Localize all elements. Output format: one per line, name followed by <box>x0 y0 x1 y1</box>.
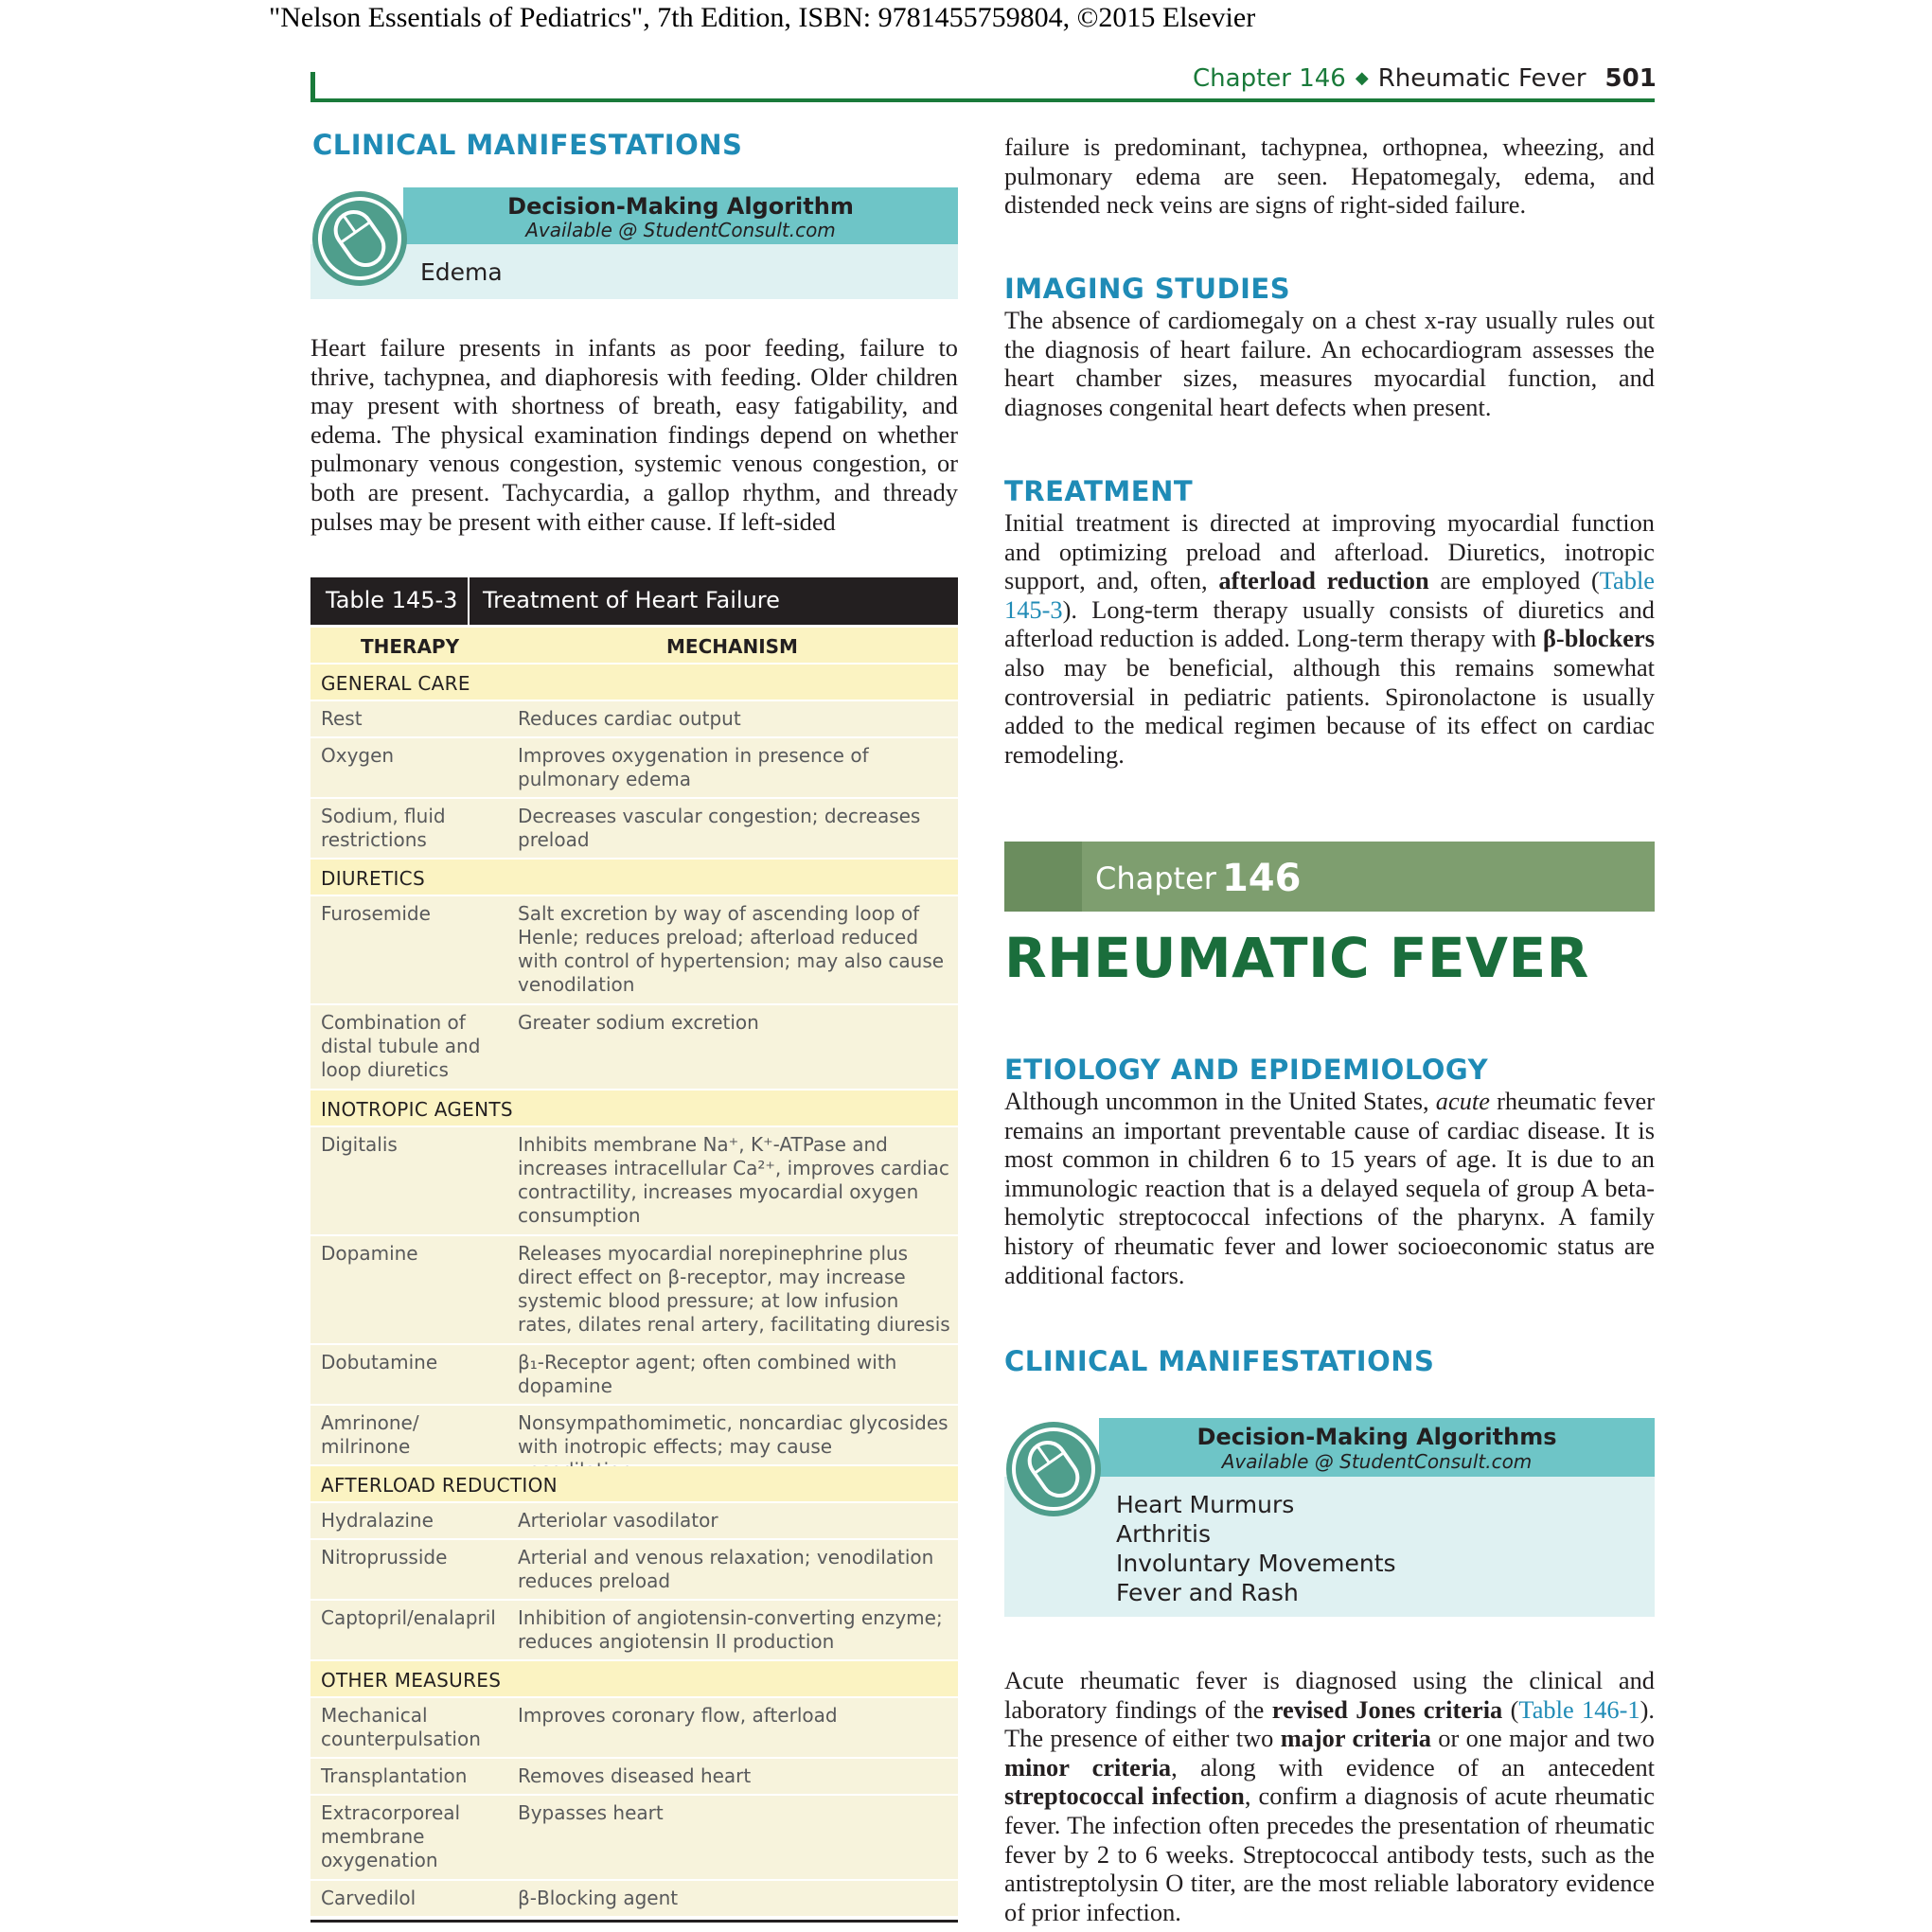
algorithm-availability: Available @ StudentConsult.com <box>525 219 836 241</box>
algorithm-box-edema <box>310 187 958 299</box>
column-header-mechanism: MECHANISM <box>666 635 798 658</box>
table-row <box>310 799 958 860</box>
table-cell-mechanism: Improves coronary flow, afterload <box>518 1704 838 1727</box>
table-section-label: AFTERLOAD REDUCTION <box>321 1474 558 1497</box>
algorithm-availability: Available @ StudentConsult.com <box>1221 1450 1533 1473</box>
heading-clinical-manifestations: CLINICAL MANIFESTATIONS <box>312 129 743 161</box>
table-cell-mechanism: Bypasses heart <box>518 1801 664 1824</box>
table-section-row <box>310 1466 958 1503</box>
treatment-bold-afterload: afterload reduction <box>1218 566 1429 595</box>
table-cell-therapy: Digitalis <box>321 1133 398 1156</box>
algorithm-item[interactable]: Fever and Rash <box>1116 1579 1299 1606</box>
algorithm-item[interactable]: Arthritis <box>1116 1520 1212 1548</box>
mouse-icon <box>1004 1420 1103 1518</box>
table-row <box>310 1127 958 1236</box>
table-cell-mechanism: β-Blocking agent <box>518 1887 679 1909</box>
algorithm-item[interactable]: Involuntary Movements <box>1116 1550 1396 1577</box>
jones-bold: streptococcal infection <box>1004 1781 1245 1811</box>
algorithm-item[interactable]: Heart Murmurs <box>1116 1491 1295 1518</box>
table-row <box>310 1345 958 1406</box>
algorithm-title: Decision-Making Algorithm <box>507 193 854 220</box>
table-section-label: GENERAL CARE <box>321 672 470 695</box>
table-cell-mechanism: Inhibits membrane Na⁺, K⁺-ATPase and increases intracellular Ca²⁺, improves cardiac contractility, increases myocardial oxygen consumption <box>518 1133 949 1227</box>
jones-text: , confirm a diagnosis of acute rheumatic fever. The infection often precedes the presentation of rheumatic fever by 2 to 6 weeks. Streptococcal antibody tests, such as the antistreptolysin O titer, are the most reliable laboratory evidence of prior infection. <box>1004 1781 1655 1926</box>
jones-bold: revised Jones criteria <box>1271 1694 1503 1724</box>
etiology-text: Although uncommon in the United States, <box>1004 1087 1436 1115</box>
table-cell-therapy: Oxygen <box>321 744 395 767</box>
table-section-row <box>310 1090 958 1127</box>
jones-text: , along with evidence of an antecedent <box>1171 1752 1655 1781</box>
paragraph-jones-criteria <box>1004 1666 1655 1926</box>
jones-text: or one major and two <box>1430 1724 1656 1753</box>
table-row <box>310 1601 958 1661</box>
table-cell-therapy: Rest <box>321 707 363 730</box>
table-number: Table 145-3 <box>326 587 458 613</box>
table-section-row <box>310 665 958 701</box>
table-section-row <box>310 1661 958 1698</box>
diamond-icon: ◆ <box>1355 68 1369 88</box>
paragraph-treatment <box>1004 508 1655 769</box>
table-row <box>310 738 958 799</box>
table-row <box>310 701 958 738</box>
table-cell-mechanism: Greater sodium excretion <box>518 1011 759 1034</box>
heading-etiology-epidemiology: ETIOLOGY AND EPIDEMIOLOGY <box>1004 1054 1489 1086</box>
table-cell-therapy: Nitroprusside <box>321 1546 448 1569</box>
mouse-icon <box>310 189 409 288</box>
table-cell-mechanism: Arteriolar vasodilator <box>518 1509 718 1532</box>
treatment-text: also may be beneficial, although this remains somewhat controversial in pediatric patients. Spironolactone is usually added to the medical regimen because of its effect on cardiac remodeling. <box>1004 652 1655 769</box>
table-section-label: OTHER MEASURES <box>321 1669 502 1692</box>
algorithm-items <box>420 257 503 287</box>
chapter-banner <box>1004 842 1655 912</box>
table-header-row <box>310 628 958 665</box>
heading-clinical-manifestations-2: CLINICAL MANIFESTATIONS <box>1004 1345 1435 1377</box>
table-cell-mechanism: Decreases vascular congestion; decreases preload <box>518 805 921 851</box>
table-cell-therapy: Hydralazine <box>321 1509 434 1532</box>
table-row <box>310 1796 958 1881</box>
etiology-text: rheumatic fever remains an important preventable cause of cardiac disease. It is most common in children 6 to 15 years of age. It is due to an immunologic reaction that is a delayed sequela of group A beta-hemolytic streptococcal infections of the pharynx. A family history of rheumatic fever and lower socioeconomic status are additional factors. <box>1004 1087 1656 1289</box>
paragraph-etiology <box>1004 1087 1655 1289</box>
algorithm-item[interactable]: Edema <box>420 258 503 286</box>
chapter-banner-texture <box>1004 842 1082 912</box>
running-head-chapter: Chapter 146 <box>1193 64 1346 93</box>
table-cell-therapy: Extracorporeal membrane oxygenation <box>321 1801 461 1871</box>
table-row <box>310 1881 958 1918</box>
table-cell-therapy: Captopril/enalapril <box>321 1606 496 1629</box>
table-cell-therapy: Combination of distal tubule and loop diuretics <box>321 1011 481 1081</box>
header-rule <box>310 98 1655 102</box>
link-table-146-1[interactable]: Table 146-1 <box>1518 1694 1640 1724</box>
treatment-bold-beta-blockers: β-blockers <box>1543 624 1655 653</box>
table-cell-mechanism: Arterial and venous relaxation; venodilation reduces preload <box>518 1546 934 1592</box>
jones-text: ( <box>1502 1694 1519 1724</box>
table-row <box>310 896 958 1005</box>
table-cell-therapy: Furosemide <box>321 902 431 925</box>
chapter-title: RHEUMATIC FEVER <box>1004 926 1589 990</box>
table-cell-therapy: Carvedilol <box>321 1887 417 1909</box>
paragraph-heart-failure-presentation: Heart failure presents in infants as poor feeding, failure to thrive, tachypnea, and diaphoresis with feeding. Older children may present with shortness of breath, easy fatigability, and edema. The physical examination findings depend on whether pulmonary venous congestion, systemic venous congestion, or both are present. Tachycardia, a gallop rhythm, and thready pulses may be present with either cause. If left-sided <box>310 333 958 536</box>
table-section-label: DIURETICS <box>321 867 425 890</box>
jones-text: ). The presence of either two <box>1004 1694 1656 1753</box>
page-number: 501 <box>1604 64 1657 93</box>
table-cell-therapy: Mechanical counterpulsation <box>321 1704 481 1750</box>
chapter-number: 146 <box>1221 857 1302 900</box>
table-section-row <box>310 860 958 896</box>
treatment-text: are employed ( <box>1428 566 1600 595</box>
table-cell-mechanism: Removes diseased heart <box>518 1764 752 1787</box>
treatment-text: ). Long-term therapy usually consists of diuretics and afterload reduction is added. Long-term therapy with <box>1004 594 1655 653</box>
table-cell-mechanism: Improves oxygenation in presence of pulmonary edema <box>518 744 869 790</box>
table-row <box>310 1759 958 1796</box>
table-title-bar <box>310 577 958 625</box>
algorithm-items <box>1116 1490 1396 1607</box>
table-cell-mechanism: Salt excretion by way of ascending loop of Henle; reduces preload; afterload reduced with control of hypertension; may also cause venodilation <box>518 902 945 996</box>
table-row <box>310 1005 958 1090</box>
table-section-label: INOTROPIC AGENTS <box>321 1098 513 1121</box>
jones-text: Acute rheumatic fever is diagnosed using the clinical and laboratory findings of the <box>1004 1666 1655 1724</box>
etiology-italic-acute: acute <box>1435 1087 1490 1115</box>
algorithm-box-rheumatic <box>1004 1418 1655 1617</box>
column-header-therapy: THERAPY <box>361 635 460 658</box>
heading-treatment: TREATMENT <box>1004 475 1194 507</box>
jones-bold: minor criteria <box>1004 1752 1172 1781</box>
source-citation: "Nelson Essentials of Pediatrics", 7th Edition, ISBN: 9781455759804, ©2015 Elsevier <box>269 2 1256 33</box>
table-row <box>310 1540 958 1601</box>
table-cell-mechanism: Inhibition of angiotensin-converting enzyme; reduces angiotensin II production <box>518 1606 943 1653</box>
table-cell-mechanism: Nonsympathomimetic, noncardiac glycosides with inotropic effects; may cause <box>518 1411 948 1458</box>
table-title-separator <box>468 577 470 625</box>
treatment-text: Initial treatment is directed at improving myocardial function and optimizing preload and afterload. Diuretics, inotropic support, and, often, <box>1004 508 1655 595</box>
link-table-145-3[interactable]: Table 145-3 <box>1004 566 1655 624</box>
paragraph-left-sided-failure: failure is predominant, tachypnea, orthopnea, wheezing, and pulmonary edema are seen. Hepatomegaly, edema, and distended neck veins are signs of right-sided failure. <box>1004 133 1655 220</box>
table-cell-mechanism: β₁-Receptor agent; often combined with dopamine <box>518 1351 897 1397</box>
running-head-subject: Rheumatic Fever <box>1377 64 1586 93</box>
heading-imaging-studies: IMAGING STUDIES <box>1004 273 1291 305</box>
table-cell-therapy: Transplantation <box>321 1764 468 1787</box>
table-row <box>310 1406 958 1466</box>
table-cell-therapy: Amrinone/ milrinone <box>321 1411 419 1458</box>
table-cell-mechanism: Reduces cardiac output <box>518 707 741 730</box>
table-row <box>310 1503 958 1540</box>
algorithm-title: Decision-Making Algorithms <box>1196 1424 1557 1450</box>
table-row <box>310 1236 958 1345</box>
jones-bold: major criteria <box>1280 1724 1431 1753</box>
table-name: Treatment of Heart Failure <box>483 587 780 613</box>
paragraph-imaging: The absence of cardiomegaly on a chest x-ray usually rules out the diagnosis of heart failure. An echocardiogram assesses the heart chamber sizes, measures myocardial function, and diagnoses congenital heart defects when present. <box>1004 306 1655 421</box>
table-cell-therapy: Sodium, fluid restrictions <box>321 805 446 851</box>
table-bottom-rule <box>310 1920 958 1923</box>
table-cell-therapy: Dopamine <box>321 1242 418 1265</box>
running-head <box>1193 64 1655 93</box>
table-cell-therapy: Dobutamine <box>321 1351 438 1374</box>
table-row <box>310 1698 958 1759</box>
chapter-label <box>1095 855 1301 898</box>
table-cell-mechanism: Releases myocardial norepinephrine plus direct effect on β-receptor, may increase systemic blood pressure; at low infusion rates, dilates renal artery, facilitating diuresis <box>518 1242 950 1336</box>
chapter-word: Chapter <box>1095 860 1216 896</box>
